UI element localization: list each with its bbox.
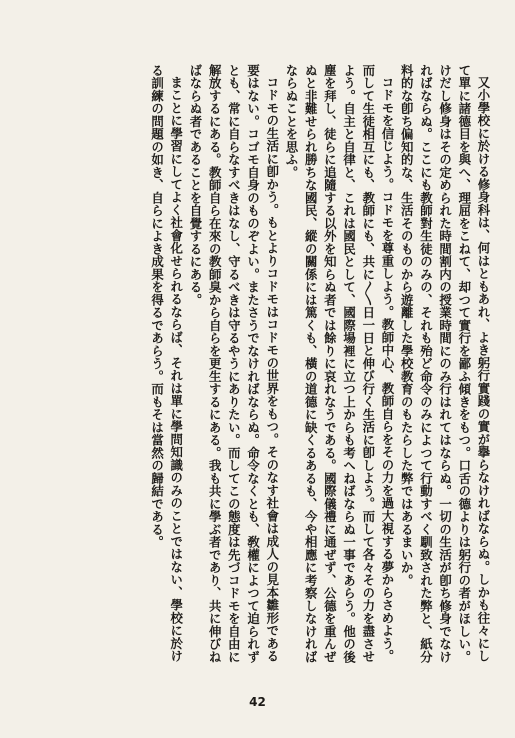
paragraph-2: コドモを信じよう。コドモを尊重しよう。教師中心、教師自らをその力を過大視する夢からさめよう。而して生徒相互にも、教師にも、共に〳〵日一日と伸び行く生活に卽しよう。而して各々その力を盡させよう。自主と自律と、これは國民として、國際場裡に立つ上からも考へねばならぬ一事であらう。他の後塵を拜し、徒らに追隨する以外を知らぬ者では餘りに哀れなうである。國際儀禮に通ぜず、公德を重んぜぬと非難せられ勝ちな國民、縱の關係には篤くも、橫の道德に缺くるあるも、今や相應に考察しなければならぬことを思ふ。 xyxy=(283,64,395,664)
vertical-text-block xyxy=(23,64,493,664)
page-number: 42 xyxy=(249,695,266,709)
paragraph-4: まことに學習にしてよく社會化せられるならば、それは單に學問知識のみのことではない、學校に於ける訓練の問題の如き、自らによき成果を得るであらう。而もそは當然の歸結である。 xyxy=(149,64,184,663)
paragraph-3: コドモの生活に卽かう。もとよりコドモはコドモの世界をもつ。そのなす社會は成人の見本雛形である要はない。コゴモ自身のものぞよい。またさうでなければならぬ。命令なくとも、敎權によつて迫られずとも、常に自らなすべきはなし、守るべきは守るやうにありたい。而してこの態度は先づコドモを自由に解放するにある。教師自ら在來の教師臭から自らを更生するにある。我も共に學ぶ者であり、共に伸びねばならぬ者であることを自覺するにある。 xyxy=(187,64,280,664)
paragraph-1: 又小學校に於ける修身科は、何はともあれ、よき躬行實踐の實が擧らなければならぬ。しかも往々にして單に諸德目を與へ、理屈をこねて、却つて實行を鄙ふ傾きをもつ。口舌の德よりは躬行の者がほしい。けだし修身はその定められた時間割内の授業時間にのみ行はれてはならぬ。一切の生活が卽ち修身でなければならぬ。ここにも教師對生徒のみの、それも殆ど命令のみによつて行動すべく馴致された弊と、紙分料的な卽ち偏知的な、生活そのものから遊離した學校教育のもたらした弊ではあるまいか。 xyxy=(399,64,491,664)
